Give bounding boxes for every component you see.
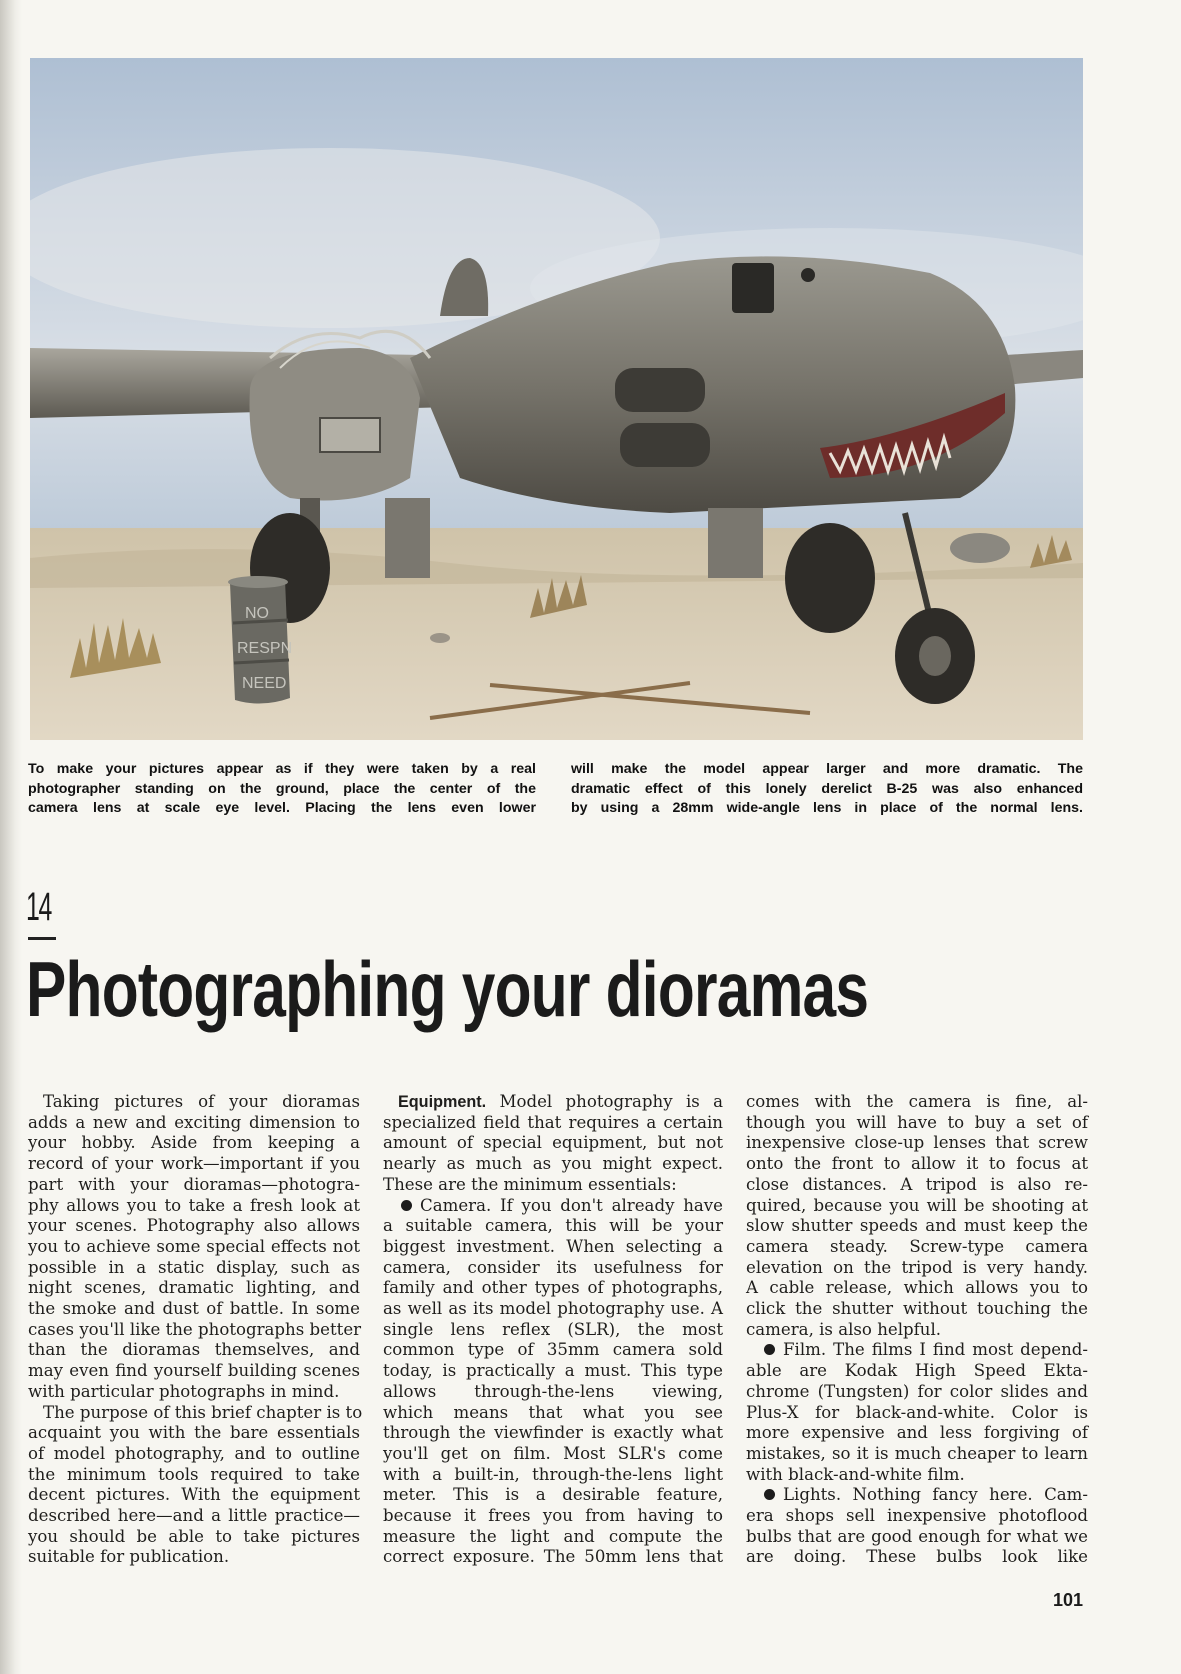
- text-line: possible in a static display, such as: [28, 1257, 360, 1277]
- text-line: elevation on the tripod is very handy.: [746, 1257, 1088, 1277]
- text-line: you should be able to take pictures: [28, 1526, 360, 1546]
- text-line: specialized field that requires a certain: [383, 1112, 723, 1132]
- text-line: correct exposure. The 50mm lens that: [383, 1547, 723, 1567]
- photo-caption-right: [571, 760, 1083, 819]
- text-line: through the viewfinder is exactly what: [383, 1423, 723, 1443]
- page-number: 101: [1053, 1590, 1084, 1610]
- photo-caption-left: [28, 760, 536, 819]
- text-line: close distances. A tripod is also re-: [746, 1174, 1088, 1194]
- text-line: era shops sell inexpensive photoflood: [746, 1506, 1088, 1526]
- diorama-photograph: [30, 58, 1083, 740]
- text-line: amount of special equipment, but not: [383, 1133, 723, 1153]
- text-line: record of your work—important if you: [28, 1154, 360, 1174]
- purpose-paragraph: [28, 1402, 363, 1569]
- text-line: inexpensive close-up lenses that screw: [746, 1133, 1088, 1153]
- bullet-icon: [764, 1344, 775, 1355]
- caption-line: by using a 28mm wide-angle lens in place of the normal lens.: [571, 800, 1083, 816]
- text-line: you'll get on film. Most SLR's come: [383, 1443, 723, 1463]
- lights-lead-text: Lights. Nothing fancy here. Cam-: [783, 1485, 1088, 1505]
- text-line: which means that what you see: [383, 1402, 723, 1422]
- text-line: phy allows you to take a fresh look at: [28, 1195, 360, 1215]
- drum-stencil-line-1: NO: [245, 605, 269, 622]
- text-line: a suitable camera, this will be your: [383, 1216, 723, 1236]
- text-line: camera steady. Screw-type camera: [746, 1236, 1088, 1256]
- caption-line: dramatic effect of this lonely derelict B-25 was also enhanced: [571, 780, 1083, 797]
- text-line: slow shutter speeds and must keep the: [746, 1216, 1088, 1236]
- text-line: able are Kodak High Speed Ekta-: [746, 1361, 1088, 1381]
- text-line: family and other types of photographs,: [383, 1278, 723, 1298]
- text-line: of model photography, and to outline: [28, 1443, 360, 1463]
- text-line: nearly as much as you might expect.: [383, 1154, 723, 1174]
- caption-line: To make your pictures appear as if they were taken by a real: [28, 761, 536, 777]
- text-line: part with your dioramas—photogra-: [28, 1174, 360, 1194]
- text-line: Taking pictures of your dioramas: [43, 1092, 360, 1111]
- text-line: with black-and-white film.: [746, 1464, 965, 1484]
- text-line: cases you'll like the photographs better: [28, 1319, 362, 1339]
- text-line: decent pictures. With the equipment: [28, 1485, 360, 1505]
- text-line: described here—and a little practice—: [28, 1506, 360, 1526]
- text-line: The purpose of this brief chapter is to: [43, 1402, 363, 1422]
- camera-lead-text: Camera. If you don't already have: [420, 1195, 723, 1215]
- equipment-lead-text: Model photography is a: [486, 1092, 723, 1111]
- text-line: [746, 1340, 1088, 1361]
- text-line: acquaint you with the bare essentials: [28, 1423, 360, 1443]
- text-line: [383, 1092, 723, 1113]
- text-line: you to achieve some special effects not: [28, 1236, 360, 1256]
- text-line: are doing. These bulbs look like: [746, 1547, 1088, 1567]
- chapter-rule: [28, 937, 56, 940]
- text-line: camera, consider its usefulness for: [383, 1257, 723, 1277]
- text-line: may even find yourself building scenes: [28, 1361, 360, 1381]
- text-line: camera, is also helpful.: [746, 1319, 942, 1339]
- text-line: chrome (Tungsten) for color slides and: [746, 1381, 1088, 1401]
- text-line: mistakes, so it is much cheaper to learn: [746, 1443, 1088, 1463]
- text-line: with particular photographs in mind.: [28, 1381, 340, 1401]
- page-gutter-shadow: [0, 0, 22, 1674]
- equipment-paragraph: [383, 1092, 723, 1196]
- text-line: with a built-in, through-the-lens light: [383, 1464, 723, 1484]
- bullet-icon: [401, 1200, 412, 1211]
- bullet-icon: [764, 1489, 775, 1500]
- camera-continued-paragraph: [746, 1092, 1088, 1340]
- film-lead-text: Film. The films I find most depend-: [783, 1340, 1088, 1360]
- text-line: onto the front to allow it to focus at: [746, 1154, 1088, 1174]
- text-line: your scenes. Photography also allows: [28, 1216, 360, 1236]
- text-line: suitable for publication.: [28, 1547, 230, 1567]
- text-line: single lens reflex (SLR), the most: [383, 1319, 723, 1339]
- chapter-number: 14: [26, 885, 52, 929]
- text-line: Plus-X for black-and-white. Color is: [746, 1402, 1088, 1422]
- text-line: than the dioramas themselves, and: [28, 1340, 360, 1360]
- caption-line: photographer standing on the ground, place the center of the: [28, 780, 536, 797]
- text-line: because it frees you from having to: [383, 1506, 723, 1526]
- text-line: your hobby. Aside from keeping a: [28, 1133, 360, 1153]
- b25-diorama-illustration: [30, 58, 1083, 740]
- text-line: as well as its model photography use. A: [383, 1299, 723, 1319]
- text-line: allows through-the-lens viewing,: [383, 1381, 723, 1401]
- body-column-2: [383, 1092, 723, 1568]
- film-paragraph: [746, 1340, 1088, 1485]
- text-line: common type of 35mm camera sold: [383, 1340, 723, 1360]
- text-line: [383, 1196, 723, 1217]
- body-column-3: [746, 1092, 1088, 1568]
- text-line: A cable release, which allows you to: [746, 1278, 1088, 1298]
- caption-line: camera lens at scale eye level. Placing the lens even lower: [28, 800, 536, 816]
- body-column-1: [28, 1092, 363, 1568]
- text-line: comes with the camera is fine, al-: [746, 1092, 1088, 1111]
- text-line: night scenes, dramatic lighting, and: [28, 1278, 360, 1298]
- text-line: quired, because you will be shooting at: [746, 1195, 1088, 1215]
- text-line: measure the light and compute the: [383, 1526, 723, 1546]
- text-line: click the shutter without touching the: [746, 1299, 1088, 1319]
- text-line: today, is practically a must. This type: [383, 1361, 723, 1381]
- text-line: These are the minimum essentials:: [383, 1174, 677, 1194]
- text-line: [746, 1485, 1088, 1506]
- text-line: though you will have to buy a set of: [746, 1112, 1088, 1132]
- equipment-heading: Equipment.: [398, 1093, 487, 1111]
- camera-paragraph: [383, 1196, 723, 1569]
- lights-paragraph: [746, 1485, 1088, 1568]
- caption-line: will make the model appear larger and more dramatic. The: [571, 761, 1083, 777]
- text-line: bulbs that are good enough for what we: [746, 1526, 1088, 1546]
- text-line: the smoke and dust of battle. In some: [28, 1299, 360, 1319]
- text-line: the minimum tools required to take: [28, 1464, 360, 1484]
- chapter-title: Photographing your dioramas: [26, 945, 869, 1033]
- intro-paragraph: [28, 1092, 360, 1403]
- text-line: more expensive and less forgiving of: [746, 1423, 1088, 1443]
- drum-stencil-line-2: RESPN: [237, 640, 293, 657]
- text-line: adds a new and exciting dimension to: [28, 1112, 360, 1132]
- drum-stencil-line-3: NEED: [242, 675, 287, 692]
- text-line: meter. This is a desirable feature,: [383, 1485, 723, 1505]
- text-line: biggest investment. When selecting a: [383, 1236, 723, 1256]
